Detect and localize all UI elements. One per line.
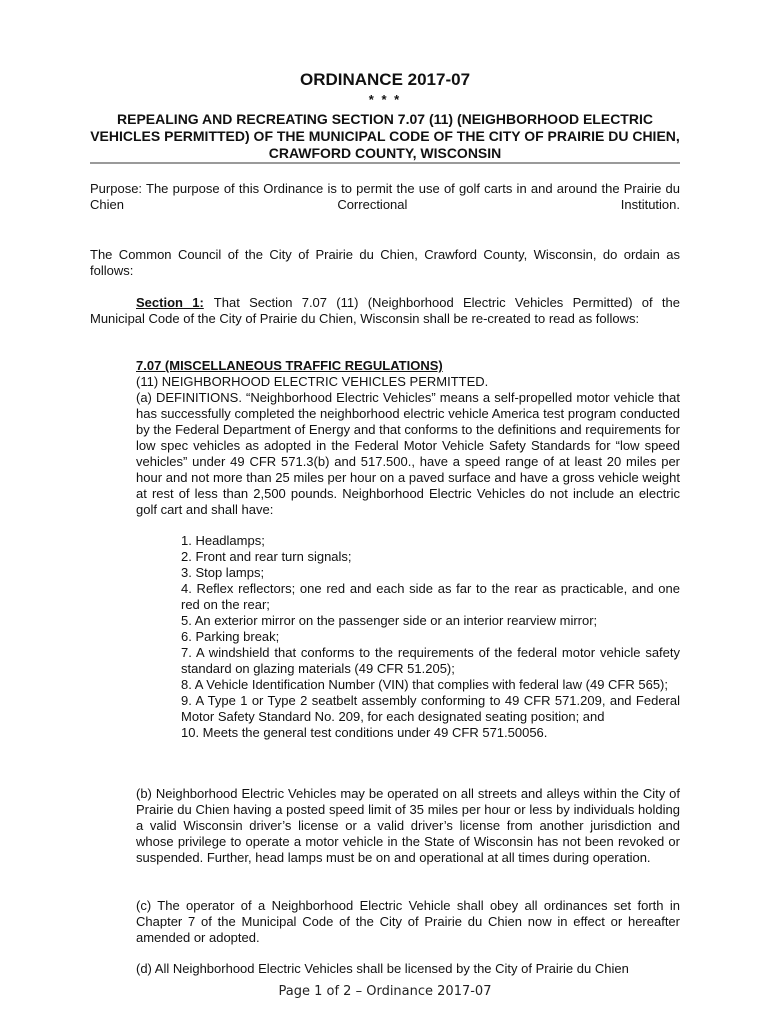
subsection-heading: (11) NEIGHBORHOOD ELECTRIC VEHICLES PERMITTED.	[136, 374, 489, 389]
requirements-list	[181, 533, 680, 741]
purpose-paragraph: Purpose: The purpose of this Ordinance is to permit the use of golf carts in and around the Prairie du Chien Correctional Institution.	[90, 181, 680, 212]
title-separator: * * *	[368, 92, 402, 107]
document-subtitle: REPEALING AND RECREATING SECTION 7.07 (11) (NEIGHBORHOOD ELECTRIC VEHICLES PERMITTED) OF THE MUNICIPAL CODE OF THE CITY OF PRAIRIE DU CHIEN, CRAWFORD COUNTY, WISCONSIN	[90, 111, 680, 161]
list-item: 1. Headlamps;	[181, 533, 265, 548]
section-heading: 7.07 (MISCELLANEOUS TRAFFIC REGULATIONS)	[136, 358, 443, 373]
list-item: 8. A Vehicle Identification Number (VIN) that complies with federal law (49 CFR 565);	[181, 677, 668, 692]
section-1-label: Section 1:	[136, 295, 204, 310]
list-item: 7. A windshield that conforms to the requirements of the federal motor vehicle safety standard on glazing materials (49 CFR 51.205);	[181, 645, 680, 676]
section-1-text: That Section 7.07 (11) (Neighborhood Electric Vehicles Permitted) of the Municipal Code of the City of Prairie du Chien, Wisconsin shall be re-created to read as follows:	[90, 295, 680, 326]
definitions-paragraph: (a) DEFINITIONS. “Neighborhood Electric Vehicles” means a self-propelled motor vehicle that has successfully completed the neighborhood electric vehicle America test program conducted by the Federal Department of Energy and that conforms to the definitions and requirements for low spec vehicles as adopted in the Federal Motor Vehicle Safety Standards for “low speed vehicles” under 49 CFR 571.3(b) and 517.500., have a speed range of at least 20 miles per hour and not more than 25 miles per hour on a paved surface and have a gross vehicle weight at rest of less than 2,500 pounds. Neighborhood Electric Vehicles do not include an electric golf cart and shall have:	[136, 390, 680, 517]
list-item: 5. An exterior mirror on the passenger side or an interior rearview mirror;	[181, 613, 598, 628]
paragraph-d: (d) All Neighborhood Electric Vehicles shall be licensed by the City of Prairie du Chien	[136, 961, 629, 976]
paragraph-b: (b) Neighborhood Electric Vehicles may be operated on all streets and alleys within the City of Prairie du Chien having a posted speed limit of 35 miles per hour or less by individuals holding a valid Wisconsin driver’s license or a valid driver’s license from another jurisdiction and whose privilege to operate a motor vehicle in the State of Wisconsin has not been revoked or suspended. Further, head lamps must be on and operational at all times during operation.	[136, 786, 680, 865]
list-item: 4. Reflex reflectors; one red and each side as far to the rear as practicable, and one red on the rear;	[181, 581, 680, 612]
list-item: 10. Meets the general test conditions under 49 CFR 571.50056.	[181, 725, 548, 740]
council-paragraph: The Common Council of the City of Prairie du Chien, Crawford County, Wisconsin, do ordain as follows:	[90, 247, 680, 278]
document-title: ORDINANCE 2017-07	[299, 70, 471, 89]
paragraph-c: (c) The operator of a Neighborhood Electric Vehicle shall obey all ordinances set forth in Chapter 7 of the Municipal Code of the City of Prairie du Chien now in effect or hereafter amended or adopted.	[136, 898, 680, 945]
heading-divider	[90, 162, 680, 164]
section-1-paragraph	[90, 295, 680, 327]
list-item: 6. Parking break;	[181, 629, 280, 644]
list-item: 2. Front and rear turn signals;	[181, 549, 352, 564]
list-item: 3. Stop lamps;	[181, 565, 265, 580]
list-item: 9. A Type 1 or Type 2 seatbelt assembly conforming to 49 CFR 571.209, and Federal Motor Safety Standard No. 209, for each designated seating position; and	[181, 693, 680, 724]
page-footer: Page 1 of 2 – Ordinance 2017-07	[278, 984, 492, 999]
